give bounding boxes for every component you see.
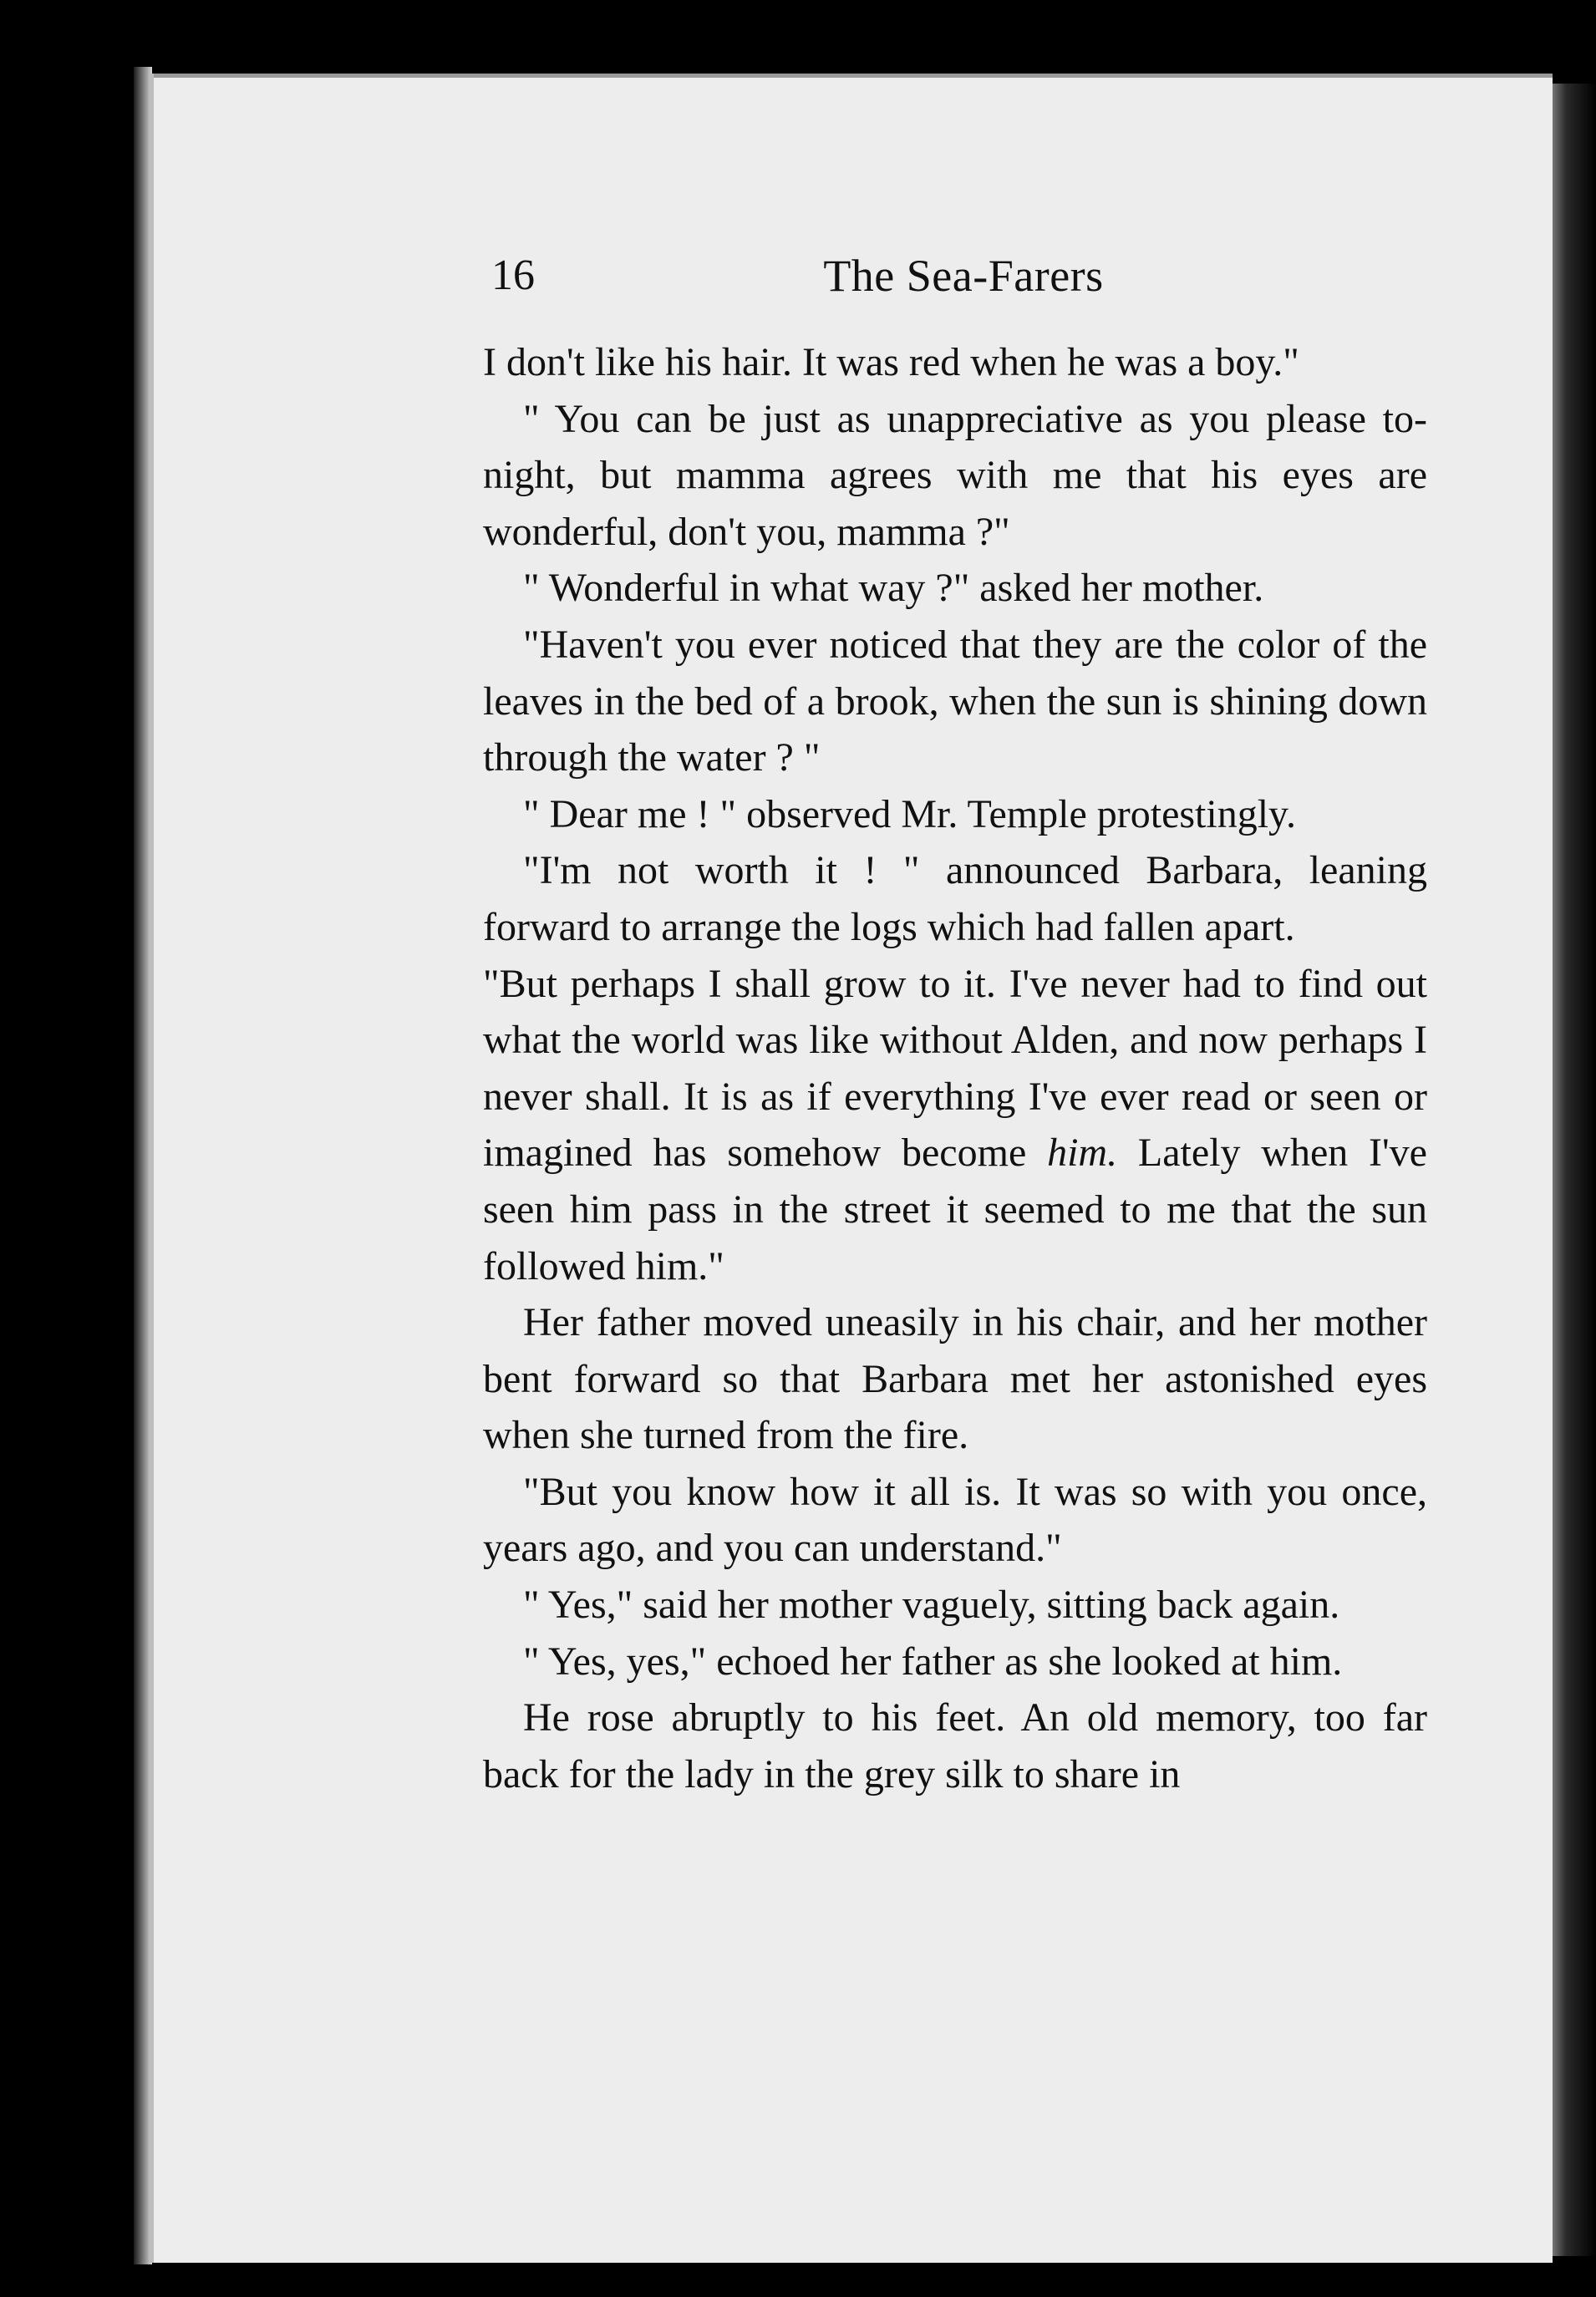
paragraph-12: He rose abruptly to his feet. An old memory, too far back for the lady in the grey silk to share in (483, 1695, 1427, 1796)
paragraph-7 (483, 956, 1427, 1295)
paragraph-11: " Yes, yes," echoed her father as she looked at him. (523, 1639, 1343, 1684)
paragraph-1: I don't like his hair. It was red when he was a boy." (483, 340, 1299, 384)
page-edge-right (1546, 84, 1596, 2256)
page-header (491, 246, 1436, 305)
body-text (483, 334, 1427, 1802)
paragraph-7-text-after: Lately when I've seen him pass in the street it seemed to me that the sun followed him." (483, 1131, 1427, 1288)
page-number: 16 (491, 252, 535, 299)
paragraph-5: " Dear me ! " observed Mr. Temple protestingly. (523, 791, 1296, 836)
paragraph-4: "Haven't you ever noticed that they are the color of the leaves in the bed of a brook, when the sun is shining down through the water ? " (483, 622, 1427, 780)
paragraph-2: " You can be just as unappreciative as you please to-night, but mamma agrees with me that his eyes are wonderful, don't you, mamma ?" (483, 396, 1427, 554)
paragraph-7-text-before: "But perhaps I shall grow to it. I've never had to find out what the world was like without Alden, and now perhaps I never shall. It is as if everything I've ever read or seen or imagined has somehow become (483, 961, 1427, 1176)
running-title: The Sea-Farers (823, 251, 1104, 301)
paragraph-3: " Wonderful in what way ?" asked her mother. (523, 566, 1264, 611)
paragraph-9: "But you know how it all is. It was so with you once, years ago, and you can understand." (483, 1469, 1427, 1571)
paragraph-8: Her father moved uneasily in his chair, and her mother bent forward so that Barbara met her astonished eyes when she turned from the fire. (483, 1300, 1427, 1458)
paragraph-10: " Yes," said her mother vaguely, sitting back again. (523, 1583, 1340, 1628)
paragraph-6: "I'm not worth it ! " announced Barbara, leaning forward to arrange the logs which had fallen apart. (483, 848, 1427, 949)
paragraph-7-italic-word: him. (1047, 1131, 1118, 1176)
